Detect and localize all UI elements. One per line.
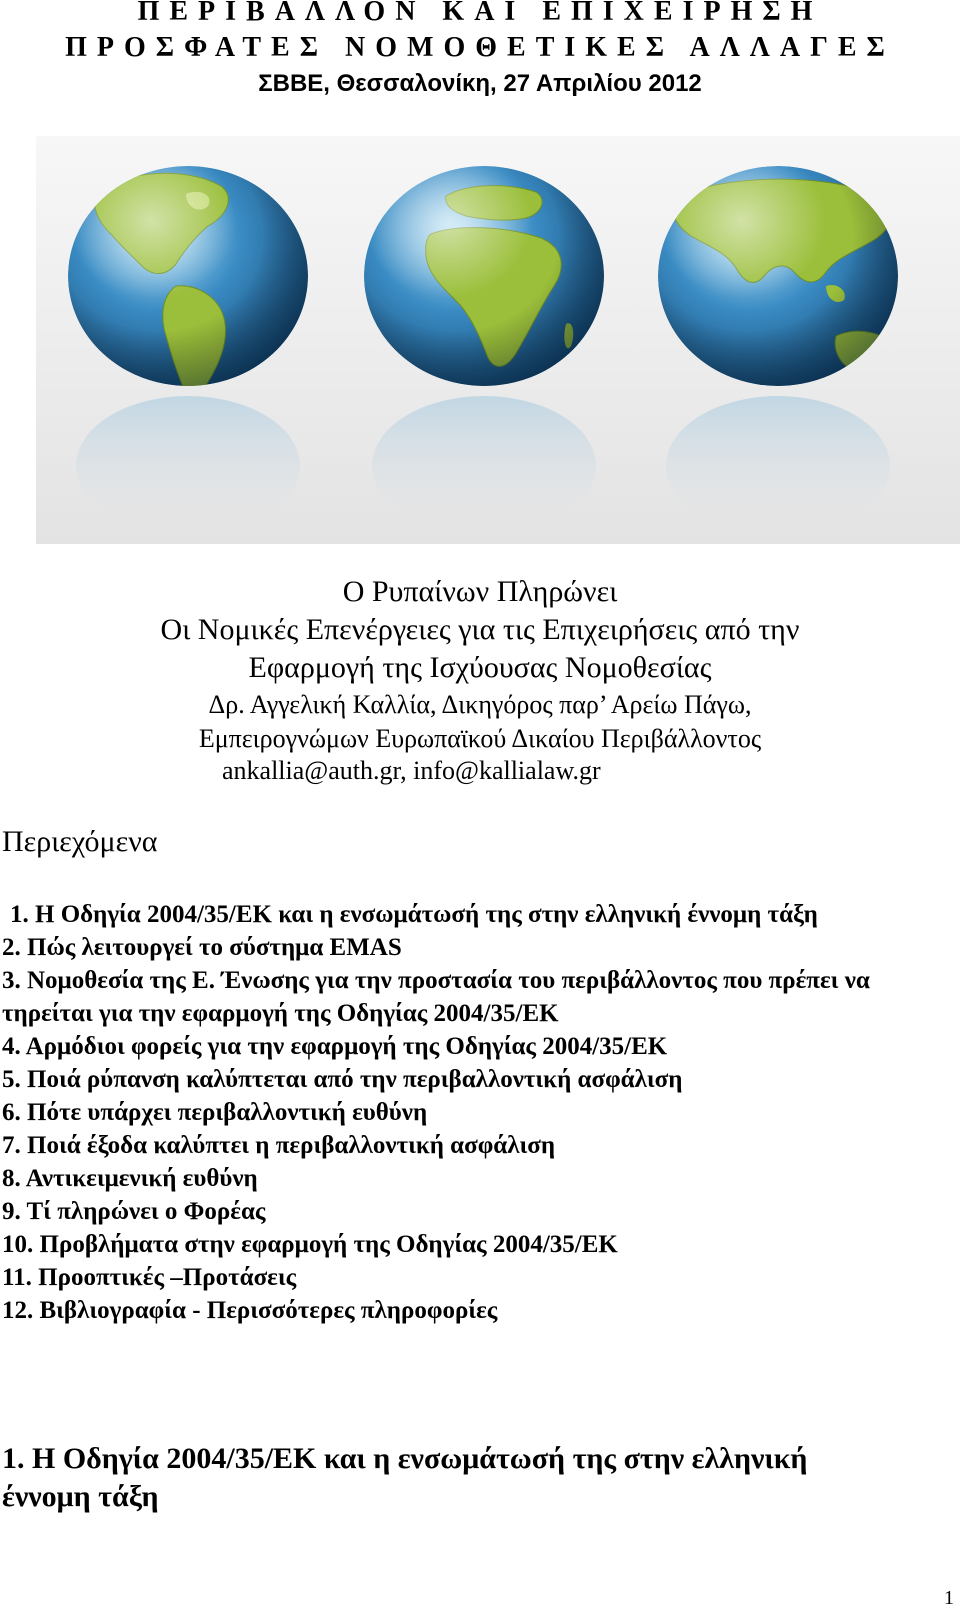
toc-item: 4. Αρμόδιοι φορείς για την εφαρμογή της Οδηγίας 2004/35/ΕΚ (2, 1033, 668, 1060)
toc-item: 12. Βιβλιογραφία - Περισσότερες πληροφορίες (2, 1297, 498, 1324)
author-line2: Εμπειρογνώμων Ευρωπαϊκού Δικαίου Περιβάλλοντος (198, 724, 762, 753)
header-title-line2: ΠΡΟΣΦΑΤΕΣ ΝΟΜΟΘΕΤΙΚΕΣ ΑΛΛΑΓΕΣ (65, 32, 895, 63)
section-heading: 1. Η Οδηγία 2004/35/ΕΚ και η ενσωμάτωσή της στην ελληνική έννομη τάξη (2, 1442, 808, 1513)
toc-item: 9. Τί πληρώνει ο Φορέας (2, 1198, 266, 1225)
page-number: 1 (944, 1587, 954, 1609)
toc-item: 8. Αντικειμενική ευθύνη (2, 1165, 258, 1192)
toc-item: 5. Ποιά ρύπανση καλύπτεται από την περιβαλλοντική ασφάλιση (2, 1066, 683, 1093)
toc-item: 6. Πότε υπάρχει περιβαλλοντική ευθύνη (2, 1099, 428, 1126)
toc-item: 11. Προοπτικές –Προτάσεις (2, 1264, 297, 1291)
toc-item: 3. Νομοθεσία της Ε. Ένωσης για την προστασία του περιβάλλοντος που πρέπει να τηρείται για την εφαρμογή της Οδηγίας 2004/35/ΕΚ (2, 967, 870, 1027)
header-event-line: ΣΒΒΕ, Θεσσαλονίκη, 27 Απριλίου 2012 (258, 70, 702, 97)
paper-title-line1: Ο Ρυπαίνων Πληρώνει (342, 575, 618, 608)
toc-item: 2. Πώς λειτουργεί το σύστημα EMAS (2, 934, 402, 961)
globes-image (36, 136, 960, 544)
header-title-line1: ΠΕΡΙΒΑΛΛΟΝ ΚΑΙ ΕΠΙΧΕΙΡΗΣΗ (137, 0, 823, 27)
toc-list (2, 898, 902, 1327)
author-line1: Δρ. Αγγελική Καλλία, Δικηγόρος παρ’ Αρείω Πάγω, (208, 690, 752, 719)
toc-item: 10. Προβλήματα στην εφαρμογή της Οδηγίας 2004/35/ΕΚ (2, 1231, 618, 1258)
toc-item: 7. Ποιά έξοδα καλύπτει η περιβαλλοντική ασφάλιση (2, 1132, 556, 1159)
paper-title-line3: Εφαρμογή της Ισχύουσας Νομοθεσίας (248, 651, 712, 684)
paper-title-line2: Οι Νομικές Επενέργειες για τις Επιχειρήσεις από την (160, 613, 800, 646)
toc-heading: Περιεχόμενα (2, 825, 158, 858)
toc-item: 1. Η Οδηγία 2004/35/ΕΚ και η ενσωμάτωσή της στην ελληνική έννομη τάξη (10, 901, 818, 928)
author-emails: ankallia@auth.gr, info@kallialaw.gr (222, 756, 601, 785)
